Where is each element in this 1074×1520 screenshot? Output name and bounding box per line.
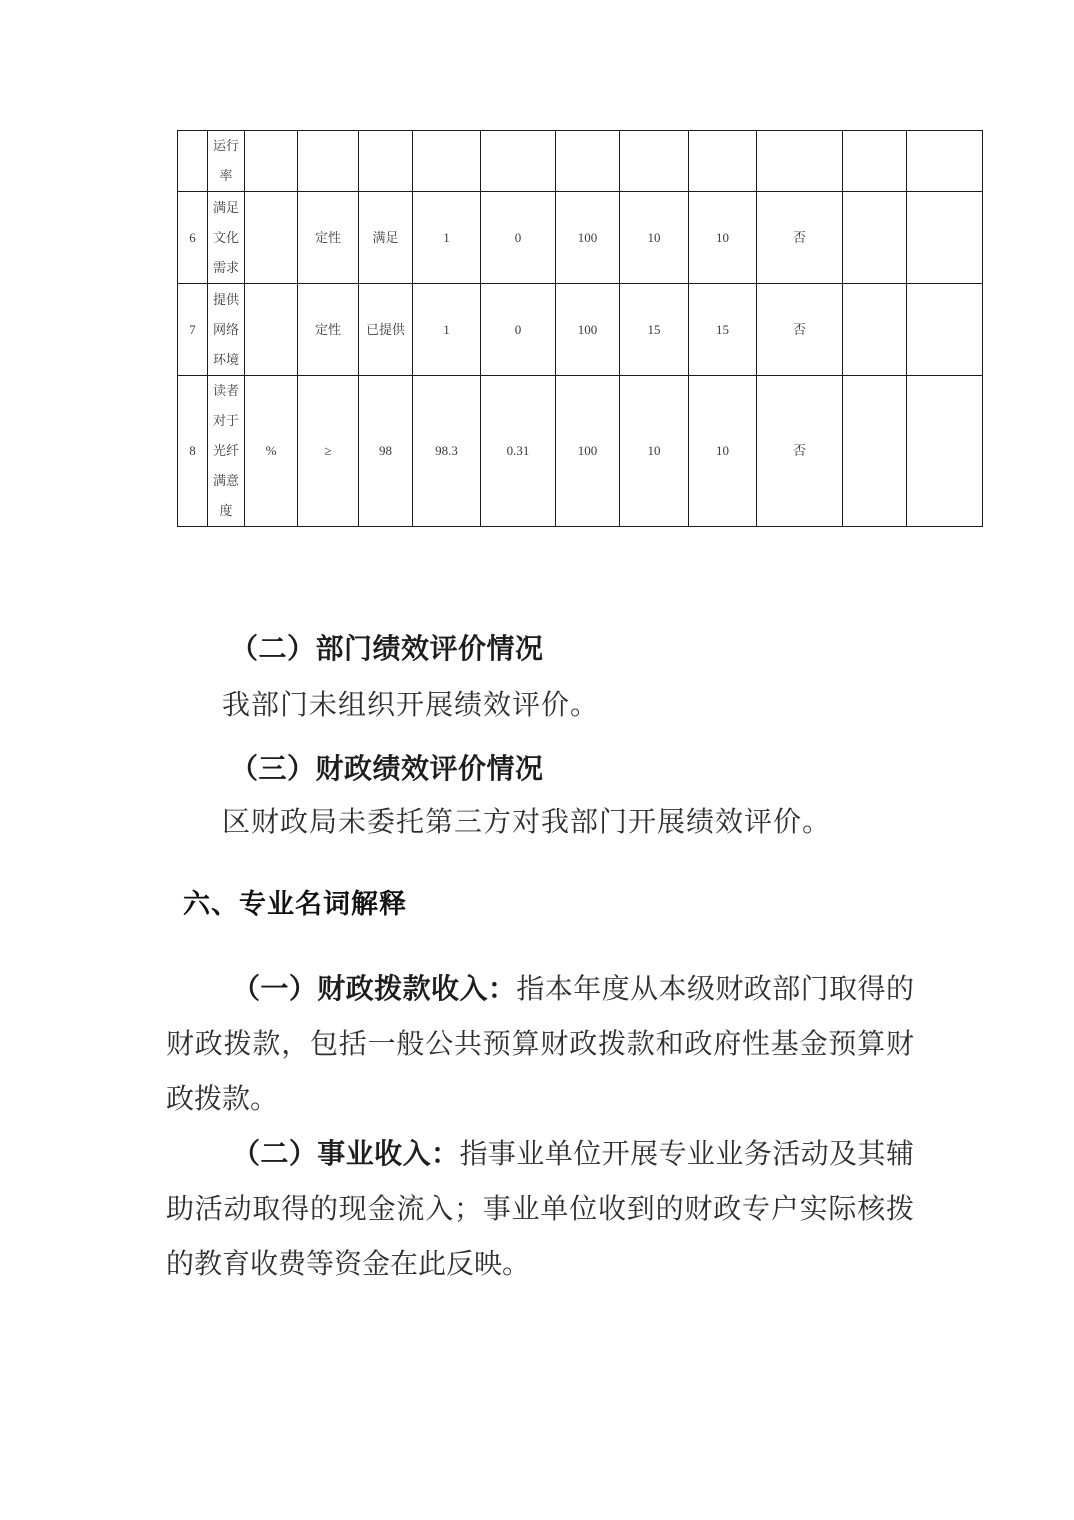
- table-cell: 8: [178, 376, 208, 527]
- table-cell: 否: [757, 192, 843, 284]
- table-cell: [178, 131, 208, 192]
- terminology-paragraphs: [166, 962, 914, 1292]
- table-cell: [245, 131, 298, 192]
- table-row: [178, 376, 983, 527]
- table-cell: 已提供: [359, 284, 413, 376]
- table-cell: [907, 192, 983, 284]
- table-cell: 100: [556, 192, 620, 284]
- table-cell: [298, 131, 359, 192]
- table-cell: [907, 376, 983, 527]
- table-cell: 100: [556, 284, 620, 376]
- table-cell: 15: [689, 284, 757, 376]
- table-cell: 提供网络环境: [208, 284, 245, 376]
- table-cell: 7: [178, 284, 208, 376]
- term-operational-income: [166, 1127, 914, 1292]
- table-cell: 读者对于光纤满意度: [208, 376, 245, 527]
- table-row: [178, 131, 983, 192]
- table-cell: [843, 192, 907, 284]
- table-cell: 否: [757, 284, 843, 376]
- table-row: [178, 192, 983, 284]
- table-cell: 6: [178, 192, 208, 284]
- table-cell: 10: [689, 192, 757, 284]
- table-cell: [481, 131, 556, 192]
- term-body: 指本年度从本级财政部门取得的财政拨款，包括一般公共预算财政拨款和政府性基金预算财政拨款。: [166, 974, 914, 1115]
- table-cell: 10: [620, 192, 689, 284]
- table-cell: 满足: [359, 192, 413, 284]
- table-cell: [843, 376, 907, 527]
- table-cell: [359, 131, 413, 192]
- table-cell: 98: [359, 376, 413, 527]
- table-cell: 1: [413, 284, 481, 376]
- table-cell: 运行率: [208, 131, 245, 192]
- table-cell: [843, 284, 907, 376]
- table-cell: 100: [556, 376, 620, 527]
- table-cell: 定性: [298, 284, 359, 376]
- term-lead: （二）事业收入：: [232, 1139, 460, 1170]
- table-cell: 15: [620, 284, 689, 376]
- paragraph-fiscal-evaluation: 区财政局未委托第三方对我部门开展绩效评价。: [222, 807, 832, 838]
- table-cell: 满足文化需求: [208, 192, 245, 284]
- table-cell: [843, 131, 907, 192]
- table-cell: 0: [481, 284, 556, 376]
- table-cell: 0.31: [481, 376, 556, 527]
- table-cell: 10: [689, 376, 757, 527]
- performance-indicator-table: [177, 130, 983, 527]
- table-cell: 0: [481, 192, 556, 284]
- table-cell: [556, 131, 620, 192]
- term-fiscal-appropriation-income: [166, 962, 914, 1127]
- table-row: [178, 284, 983, 376]
- table-cell: [245, 284, 298, 376]
- table-cell: [245, 192, 298, 284]
- paragraph-dept-evaluation: 我部门未组织开展绩效评价。: [222, 690, 600, 721]
- table-cell: ≥: [298, 376, 359, 527]
- table-cell: [620, 131, 689, 192]
- table-cell: 98.3: [413, 376, 481, 527]
- table-cell: %: [245, 376, 298, 527]
- table-cell: 否: [757, 376, 843, 527]
- performance-indicator-table-wrap: [177, 130, 983, 527]
- table-cell: 10: [620, 376, 689, 527]
- table-cell: [907, 131, 983, 192]
- term-body: 指事业单位开展专业业务活动及其辅助活动取得的现金流入；事业单位收到的财政专户实际核拨的教育收费等资金在此反映。: [166, 1139, 914, 1280]
- section-heading-dept-evaluation: （二）部门绩效评价情况: [230, 634, 544, 665]
- section-heading-fiscal-evaluation: （三）财政绩效评价情况: [230, 754, 544, 785]
- table-cell: [757, 131, 843, 192]
- table-cell: [689, 131, 757, 192]
- term-lead: （一）财政拨款收入：: [232, 974, 517, 1005]
- table-cell: [413, 131, 481, 192]
- section-heading-terminology: 六、专业名词解释: [183, 889, 407, 919]
- table-cell: 定性: [298, 192, 359, 284]
- table-cell: [907, 284, 983, 376]
- table-cell: 1: [413, 192, 481, 284]
